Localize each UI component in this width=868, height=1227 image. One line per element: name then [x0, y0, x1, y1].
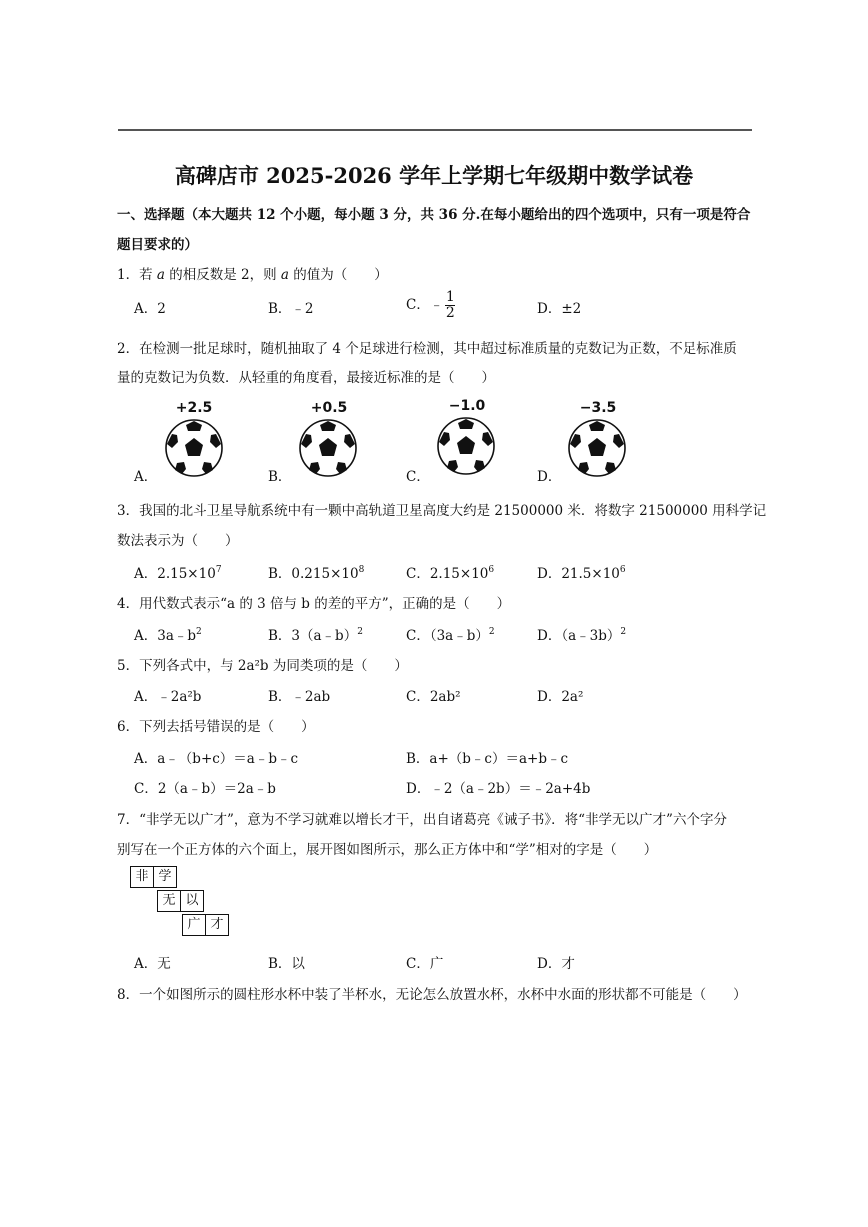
- question-2-stem-line2: 量的克数记为负数．从轻重的角度看，最接近标准的是（ ）: [117, 370, 495, 386]
- question-6-option-b[interactable]: B．a+（b﹣c）＝a+b﹣c: [406, 751, 569, 767]
- ball-b-label: +0.5: [310, 400, 348, 416]
- exponent: 8: [358, 565, 365, 575]
- section-heading-line2: 题目要求的）: [117, 237, 198, 253]
- question-1-option-d[interactable]: D．±2: [537, 301, 582, 317]
- question-8-stem: 8．一个如图所示的圆柱形水杯中装了半杯水，无论怎么放置水杯，水杯中水面的形状都不可能是（ ）: [117, 987, 747, 1003]
- fraction: [445, 290, 455, 321]
- question-1-variable: a: [156, 267, 165, 283]
- question-5-option-d[interactable]: D．2a²: [537, 689, 584, 705]
- exponent: 2: [196, 627, 202, 637]
- question-3-option-d[interactable]: [537, 562, 626, 582]
- exponent: 2: [488, 627, 495, 637]
- option-text: B．3（a﹣b）: [268, 628, 358, 644]
- ball-d-label: −3.5: [579, 400, 617, 416]
- question-1-stem: [117, 263, 388, 283]
- question-1-option-b[interactable]: B．﹣2: [268, 301, 314, 317]
- option-text: A．3a﹣b: [134, 628, 197, 644]
- cube-net-cell: 以: [180, 890, 204, 912]
- question-5-option-b[interactable]: B．﹣2ab: [268, 689, 331, 705]
- question-4-option-c[interactable]: [406, 624, 495, 644]
- question-6-stem: 6．下列去括号错误的是（ ）: [117, 719, 315, 735]
- exponent: 6: [619, 565, 626, 575]
- question-4-stem: 4．用代数式表示“a 的 3 倍与 b 的差的平方”，正确的是（ ）: [117, 596, 511, 612]
- question-6-option-a[interactable]: A．a﹣（b+c）＝a﹣b﹣c: [134, 751, 299, 767]
- question-1-option-c-prefix: C．﹣: [406, 297, 444, 313]
- exponent: 2: [357, 627, 363, 637]
- soccer-ball-icon: [164, 418, 224, 478]
- option-text: D．（a﹣3b）: [537, 628, 621, 644]
- question-3-option-b[interactable]: [268, 562, 364, 582]
- fraction-numerator: 1: [445, 289, 455, 305]
- question-3-stem-line1: 3．我国的北斗卫星导航系统中有一颗中高轨道卫星高度大约是 21500000 米．将数字 21500000 用科学记: [117, 503, 767, 519]
- option-text: A．2.15×10: [134, 566, 216, 582]
- question-1-stem-part: 的值为（ ）: [288, 267, 388, 283]
- exponent: 6: [488, 565, 495, 575]
- cube-net-cell: 非: [130, 866, 154, 888]
- fraction-denominator: 2: [445, 305, 455, 321]
- section-heading-line1: 一、选择题（本大题共 12 个小题，每小题 3 分，共 36 分.在每小题给出的四个选项中，只有一项是符合: [117, 207, 751, 223]
- question-5-option-a[interactable]: A．﹣2a²b: [134, 689, 202, 705]
- question-1-option-a[interactable]: A．2: [134, 301, 166, 317]
- option-text: C．（3a﹣b）: [406, 628, 489, 644]
- question-1-stem-part: 1．若: [117, 267, 157, 283]
- question-3-option-a[interactable]: [134, 562, 222, 582]
- exponent: 2: [620, 627, 627, 637]
- question-7-option-c[interactable]: C．广: [406, 956, 444, 972]
- question-1-option-c[interactable]: [406, 290, 455, 321]
- option-text: C．2.15×10: [406, 566, 489, 582]
- question-4-option-d[interactable]: [537, 624, 626, 644]
- question-1-variable: a: [280, 267, 289, 283]
- question-1-stem-part: 的相反数是 2，则: [164, 267, 281, 283]
- soccer-ball-icon: [436, 416, 496, 476]
- question-7-stem-line2: 别写在一个正方体的六个面上，展开图如图所示，那么正方体中和“学”相对的字是（ ）: [117, 842, 658, 858]
- question-4-option-a[interactable]: [134, 624, 202, 644]
- question-7-stem-line1: 7．“非学无以广才”，意为不学习就难以增长才干，出自诸葛亮《诫子书》．将“非学无以广才”六个字分: [117, 812, 727, 828]
- cube-net-cell: 广: [182, 914, 206, 936]
- question-3-option-c[interactable]: [406, 562, 494, 582]
- question-7-option-b[interactable]: B．以: [268, 956, 305, 972]
- ball-c-label: −1.0: [448, 398, 486, 414]
- exponent: 7: [215, 565, 222, 575]
- header-rule: [118, 129, 752, 131]
- question-4-option-b[interactable]: [268, 624, 363, 644]
- cube-net-cell: 学: [153, 866, 177, 888]
- ball-a-label: +2.5: [175, 400, 213, 416]
- cube-net-cell: 才: [205, 914, 229, 936]
- option-text: B．0.215×10: [268, 566, 359, 582]
- soccer-ball-icon: [298, 418, 358, 478]
- question-7-option-a[interactable]: A．无: [134, 956, 171, 972]
- question-2-option-c[interactable]: C．: [406, 469, 430, 485]
- question-6-option-d[interactable]: D．﹣2（a﹣2b）＝﹣2a+4b: [406, 781, 591, 797]
- cube-net-cell: 无: [157, 890, 181, 912]
- question-7-option-d[interactable]: D．才: [537, 956, 575, 972]
- question-6-option-c[interactable]: C．2（a﹣b）＝2a﹣b: [134, 781, 276, 797]
- question-5-option-c[interactable]: C．2ab²: [406, 689, 461, 705]
- question-2-option-b[interactable]: B．: [268, 469, 292, 485]
- question-5-stem: 5．下列各式中，与 2a²b 为同类项的是（ ）: [117, 658, 408, 674]
- page-title: 高碑店市 2025-2026 学年上学期七年级期中数学试卷: [174, 163, 694, 188]
- soccer-ball-icon: [567, 418, 627, 478]
- question-2-option-d[interactable]: D．: [537, 469, 562, 485]
- question-2-stem-line1: 2．在检测一批足球时，随机抽取了 4 个足球进行检测，其中超过标准质量的克数记为正数，不足标准质: [117, 341, 737, 357]
- question-3-stem-line2: 数法表示为（ ）: [117, 533, 239, 549]
- question-2-option-a[interactable]: A．: [134, 469, 158, 485]
- option-text: D．21.5×10: [537, 566, 620, 582]
